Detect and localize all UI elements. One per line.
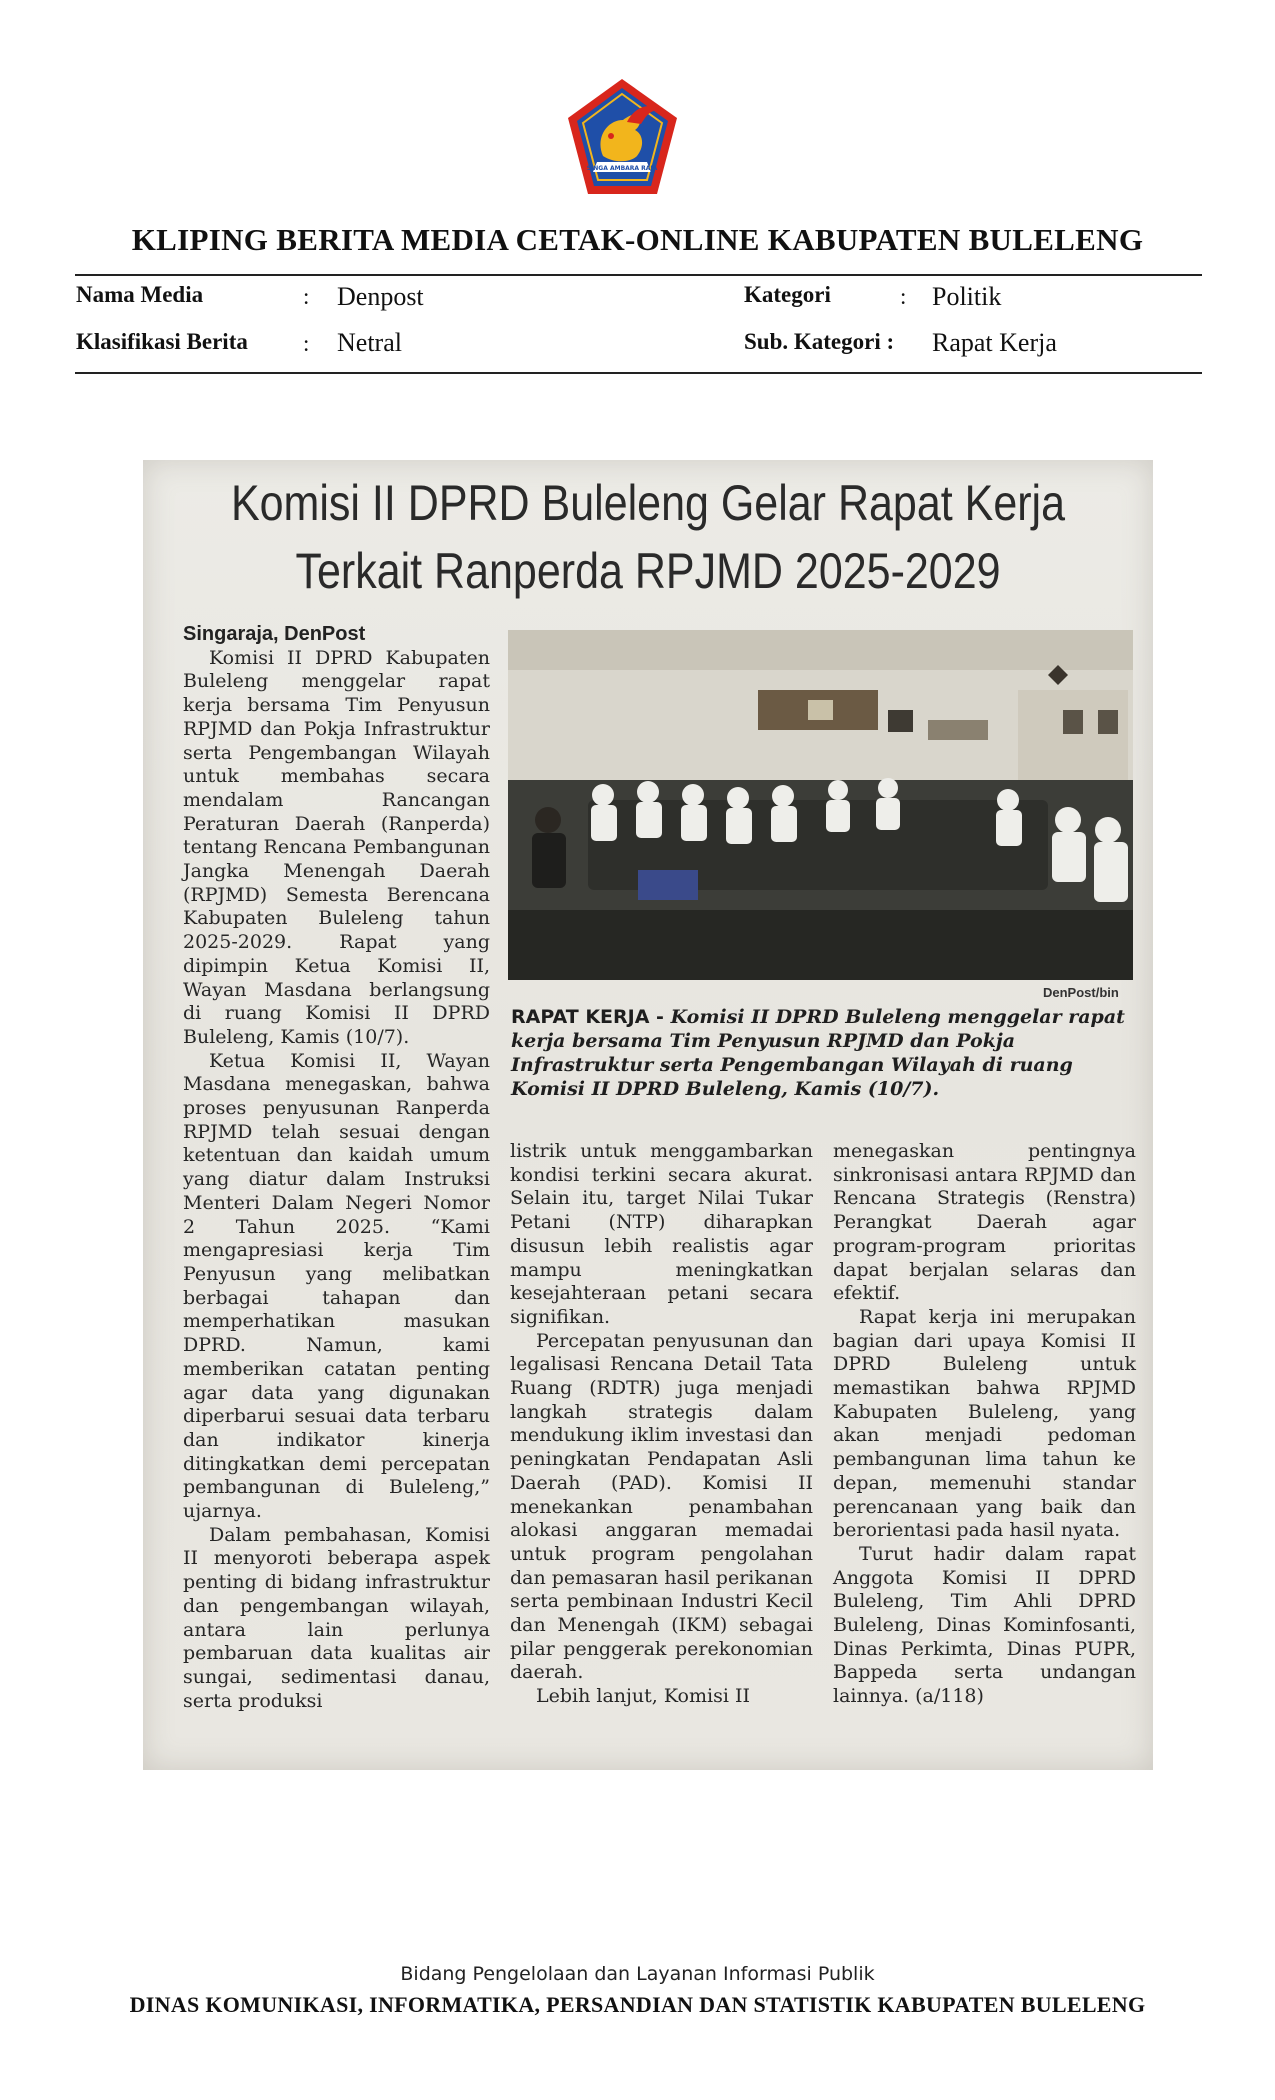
headline-line-2: Terkait Ranperda RPJMD 2025-2029 bbox=[295, 543, 1001, 599]
kabupaten-buleleng-logo bbox=[565, 76, 680, 201]
klasifikasi-label: Klasifikasi Berita bbox=[76, 329, 248, 354]
paragraph: Turut hadir dalam rapat Anggota Komisi II DPRD Buleleng, Tim Ahli DPRD Buleleng, Dinas Kominfosanti, Dinas Perkimta, Dinas PUPR, Bappeda serta undangan lainnya. (a/118) bbox=[833, 1542, 1136, 1708]
dateline: Singaraja, DenPost bbox=[183, 623, 366, 645]
photo-caption bbox=[511, 1005, 1136, 1101]
kategori-label: Kategori bbox=[744, 282, 831, 307]
article-column-3 bbox=[833, 1140, 1136, 1709]
paragraph: Ketua Komisi II, Wayan Masdana menegaskan, bahwa proses penyusunan Ranperda RPJMD telah sesuai dengan ketentuan dan kaidah umum yang diatur dalam Instruksi Menteri Dalam Negeri Nomor 2 Tahun 2025. “Kami mengapresiasi kerja Tim Penyusun yang melibatkan berbagai tahapan dan memperhatikan masukan DPRD. Namun, kami memberikan catatan penting agar data yang digunakan diperbarui sesuai data terbaru dan indikator kinerja ditingkatkan demi percepatan pembangunan di Buleleng,” ujarnya. bbox=[183, 1049, 490, 1523]
klasifikasi-colon: : bbox=[303, 331, 310, 356]
article-column-2 bbox=[510, 1140, 813, 1709]
caption-text: Komisi II DPRD Buleleng menggelar rapat kerja bersama Tim Penyusun RPJMD dan Pokja Infrastruktur serta Pengembangan Wilayah di ruang Komisi II DPRD Buleleng, Kamis (10/7). bbox=[511, 1006, 1125, 1100]
nama-media-value: Denpost bbox=[337, 282, 424, 311]
meeting-photo bbox=[508, 630, 1133, 980]
paragraph: Rapat kerja ini merupakan bagian dari upaya Komisi II DPRD Buleleng untuk memastikan bahwa RPJMD Kabupaten Buleleng, yang akan menjadi pedoman pembangunan lima tahun ke depan, memenuhi standar perencanaan yang baik dan berorientasi pada hasil nyata. bbox=[833, 1305, 1136, 1542]
nama-media-colon: : bbox=[303, 284, 310, 309]
document-title: KLIPING BERITA MEDIA CETAK-ONLINE KABUPATEN BULELENG bbox=[131, 222, 1144, 257]
footer-department: Bidang Pengelolaan dan Layanan Informasi Publik bbox=[400, 1963, 875, 1985]
paragraph: menegaskan pentingnya sinkronisasi antara RPJMD dan Rencana Strategis (Renstra) Perangkat Daerah agar program-program prioritas dapat berjalan selaras dan efektif. bbox=[833, 1140, 1136, 1305]
paragraph: Komisi II DPRD Kabupaten Buleleng menggelar rapat kerja bersama Tim Penyusun RPJMD dan Pokja Infrastruktur serta Pengembangan Wilayah untuk membahas secara mendalam Rancangan Peraturan Daerah (Ranperda) tentang Rencana Pembangunan Jangka Menengah Daerah (RPJMD) Semesta Berencana Kabupaten Buleleng tahun 2025-2029. Rapat yang dipimpin Ketua Komisi II, Wayan Masdana berlangsung di ruang Komisi II DPRD Buleleng, Kamis (10/7). bbox=[183, 646, 490, 1048]
header-divider-top bbox=[75, 274, 1202, 276]
logo-motto: SINGA AMBARA RAJA bbox=[586, 165, 658, 172]
newspaper-clipping bbox=[143, 460, 1153, 1770]
sub-kategori-label: Sub. Kategori : bbox=[744, 329, 895, 354]
headline-line-1: Komisi II DPRD Buleleng Gelar Rapat Kerja bbox=[230, 475, 1066, 531]
footer-agency: DINAS KOMUNIKASI, INFORMATIKA, PERSANDIAN DAN STATISTIK KABUPATEN BULELENG bbox=[129, 1992, 1146, 2017]
kategori-colon: : bbox=[900, 284, 907, 309]
kategori-value: Politik bbox=[932, 282, 1002, 311]
paragraph: Lebih lanjut, Komisi II bbox=[536, 1685, 750, 1708]
paragraph: listrik untuk menggambarkan kondisi terkini secara akurat. Selain itu, target Nilai Tukar Petani (NTP) diharapkan disusun lebih realistis agar mampu meningkatkan kesejahteraan petani secara signifikan. bbox=[510, 1140, 813, 1328]
sub-kategori-value: Rapat Kerja bbox=[932, 328, 1057, 357]
photo-credit: DenPost/bin bbox=[1043, 985, 1119, 1000]
article-column-1 bbox=[183, 623, 490, 1713]
paragraph: Dalam pembahasan, Komisi II menyoroti beberapa aspek penting di bidang infrastruktur dan pengembangan wilayah, antara lain perlunya pembaruan data kualitas air sungai, sedimentasi danau, serta produksi bbox=[183, 1523, 490, 1712]
klasifikasi-value: Netral bbox=[337, 328, 402, 357]
header-divider-bottom bbox=[75, 372, 1202, 374]
nama-media-label: Nama Media bbox=[76, 282, 204, 307]
paragraph: Percepatan penyusunan dan legalisasi Rencana Detail Tata Ruang (RDTR) juga menjadi langkah strategis dalam mendukung iklim investasi dan peningkatan Pendapatan Asli Daerah (PAD). Komisi II menekankan penambahan alokasi anggaran memadai untuk program pengolahan dan pemasaran hasil perikanan serta pembinaan Industri Kecil dan Menengah (IKM) sebagai pilar penggerak perekonomian daerah. bbox=[510, 1329, 813, 1684]
caption-lead: RAPAT KERJA - bbox=[511, 1006, 664, 1028]
